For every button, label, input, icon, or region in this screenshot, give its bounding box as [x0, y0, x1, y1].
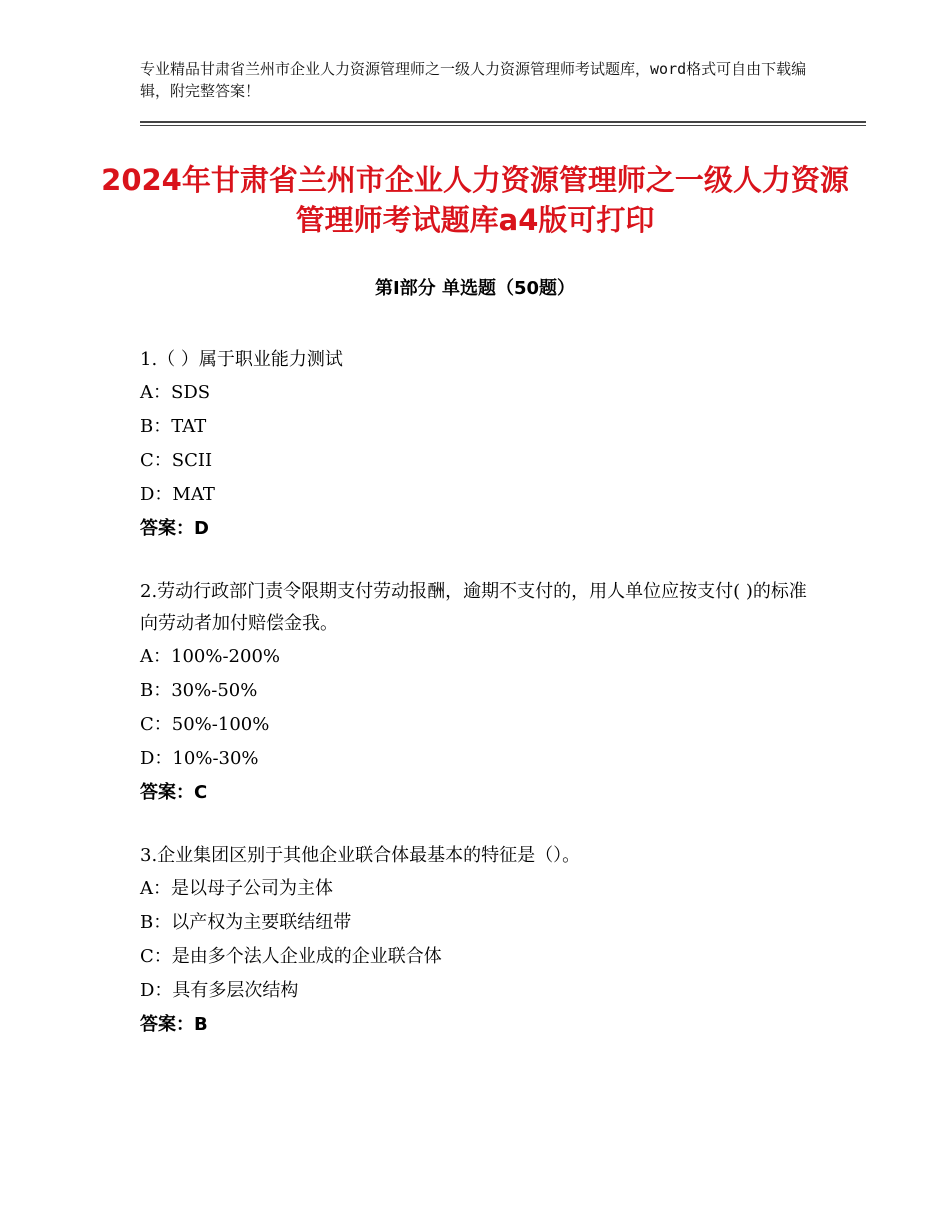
question-stem: 3.企业集团区别于其他企业联合体最基本的特征是（）。: [140, 845, 581, 866]
answer: 答案：C: [140, 782, 208, 803]
header-note: 专业精品甘肃省兰州市企业人力资源管理师之一级人力资源管理师考试题库，word格式可自由下载编辑，附完整答案！: [140, 60, 807, 100]
question-1: [140, 344, 820, 546]
question-stem: 2.劳动行政部门责令限期支付劳动报酬，逾期不支付的，用人单位应按支付( )的标准向劳动者加付赔偿金我。: [140, 581, 807, 634]
option-d: D：MAT: [140, 484, 215, 505]
option-d: D：10%-30%: [140, 748, 259, 769]
question-stem: 1.（ ）属于职业能力测试: [140, 349, 343, 370]
answer: 答案：D: [140, 518, 209, 539]
answer: 答案：B: [140, 1014, 208, 1035]
option-c: C：SCII: [140, 450, 213, 471]
question-list: [140, 344, 820, 1072]
option-c: C：50%-100%: [140, 714, 270, 735]
document-title: 2024年甘肃省兰州市企业人力资源管理师之一级人力资源管理师考试题库a4版可打印: [101, 163, 849, 237]
section-heading: 第Ⅰ部分 单选题（50题）: [374, 278, 575, 299]
question-2: [140, 576, 820, 810]
option-a: A：SDS: [140, 382, 211, 403]
option-d: D：具有多层次结构: [140, 980, 299, 1001]
option-b: B：TAT: [140, 416, 207, 437]
header-divider: [140, 121, 866, 126]
option-b: B：以产权为主要联结纽带: [140, 912, 352, 933]
option-b: B：30%-50%: [140, 680, 258, 701]
option-a: A：100%-200%: [140, 646, 281, 667]
option-a: A：是以母子公司为主体: [140, 878, 333, 899]
option-c: C：是由多个法人企业成的企业联合体: [140, 946, 442, 967]
question-3: [140, 840, 820, 1042]
